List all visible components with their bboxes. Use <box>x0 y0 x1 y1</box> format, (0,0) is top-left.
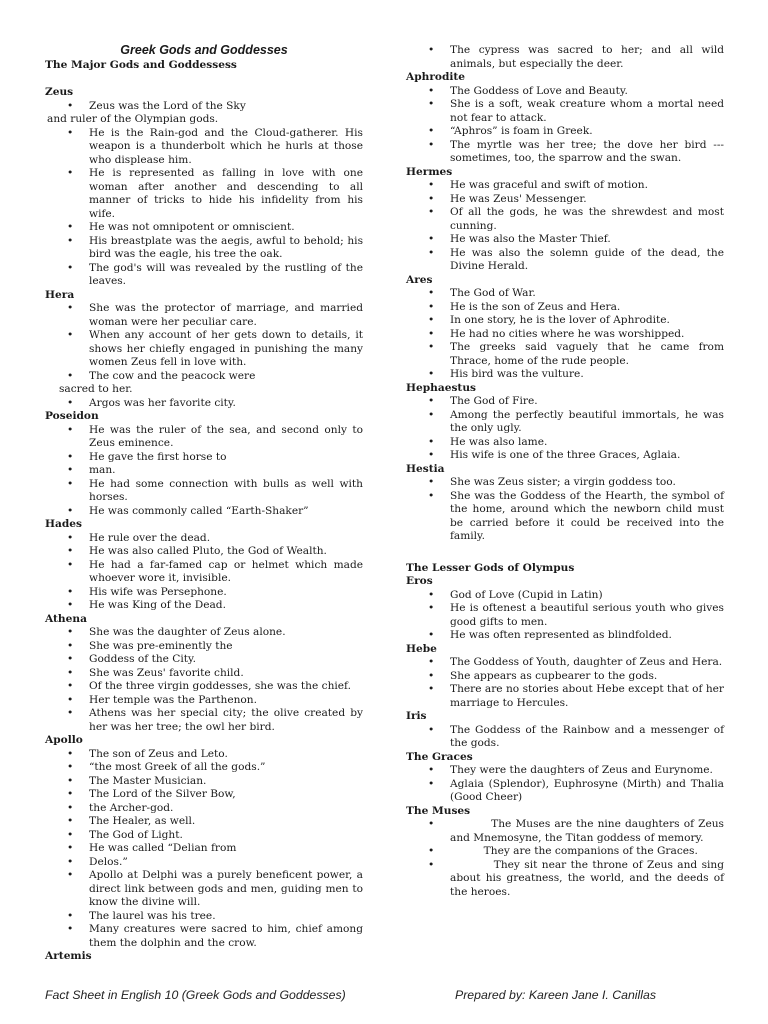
list-item: • The god's will was revealed by the rustling of the leaves. <box>45 262 363 289</box>
god-name-aphrodite: Aphrodite <box>406 71 466 83</box>
list-item: • He is oftenest a beautiful serious youth who gives good gifts to men. <box>406 602 724 629</box>
list-item: • The son of Zeus and Leto. <box>45 748 363 762</box>
list-item: • He is the Rain-god and the Cloud-gatherer. His weapon is a thunderbolt which he hurls at those who displease him. <box>45 127 363 168</box>
list-item: • “Aphros” is foam in Greek. <box>406 125 724 139</box>
list-item: • The laurel was his tree. <box>45 910 363 924</box>
list-item: • The greeks said vaguely that he came from Thrace, home of the rude people. <box>406 341 724 368</box>
list-item: • His wife was Persephone. <box>45 586 363 600</box>
hades-list <box>45 532 363 613</box>
continuation-text: and ruler of the Olympian gods. <box>47 113 219 125</box>
aphrodite-list <box>406 85 724 166</box>
list-item: • He was Zeus' Messenger. <box>406 193 724 207</box>
hera-list <box>45 302 363 383</box>
hephaestus-list <box>406 395 724 463</box>
list-item: • He is represented as falling in love with one woman after another and descending to all manner of tricks to hide his infidelity from his wife. <box>45 167 363 221</box>
footer-fact-sheet: Fact Sheet in English 10 (Greek Gods and Goddesses) <box>45 988 346 1002</box>
list-item: • His bird was the vulture. <box>406 368 724 382</box>
list-item: • He rule over the dead. <box>45 532 363 546</box>
list-item: • They are the companions of the Graces. <box>406 845 724 859</box>
athena-list <box>45 626 363 734</box>
list-item: • Goddess of the City. <box>45 653 363 667</box>
list-item: • God of Love (Cupid in Latin) <box>406 589 724 603</box>
list-item: • The God of War. <box>406 287 724 301</box>
list-item: • He had a far-famed cap or helmet which made whoever wore it, invisible. <box>45 559 363 586</box>
document-title: Greek Gods and Goddesses <box>120 43 288 57</box>
list-item: • Zeus was the Lord of the Sky <box>45 100 363 114</box>
list-item: • She appears as cupbearer to the gods. <box>406 670 724 684</box>
section-heading-lesser-gods: The Lesser Gods of Olympus <box>406 561 575 574</box>
list-item: • She is a soft, weak creature whom a mortal need not fear to attack. <box>406 98 724 125</box>
hera-list-2 <box>45 397 363 411</box>
list-item: • He was also called Pluto, the God of Wealth. <box>45 545 363 559</box>
list-item: • Argos was her favorite city. <box>45 397 363 411</box>
list-item: • He was the ruler of the sea, and second only to Zeus eminence. <box>45 424 363 451</box>
list-item: • He was graceful and swift of motion. <box>406 179 724 193</box>
god-name-artemis: Artemis <box>45 950 92 962</box>
hestia-list <box>406 476 724 544</box>
list-item: • Of all the gods, he was the shrewdest and most cunning. <box>406 206 724 233</box>
list-item: • “the most Greek of all the gods.” <box>45 761 363 775</box>
list-item: • In one story, he is the lover of Aphrodite. <box>406 314 724 328</box>
hermes-list <box>406 179 724 274</box>
left-column <box>45 44 363 964</box>
list-item: • She was Zeus' favorite child. <box>45 667 363 681</box>
list-item: • He was not omnipotent or omniscient. <box>45 221 363 235</box>
list-item: • They sit near the throne of Zeus and sing about his greatness, the world, and the deeds of the heroes. <box>406 859 724 900</box>
list-item: • Her temple was the Parthenon. <box>45 694 363 708</box>
section-heading-major-gods: The Major Gods and Goddessess <box>45 58 237 71</box>
list-item: • He was also lame. <box>406 436 724 450</box>
list-item: • He was also the solemn guide of the dead, the Divine Herald. <box>406 247 724 274</box>
god-name-hephaestus: Hephaestus <box>406 381 476 394</box>
god-name-zeus: Zeus <box>45 86 74 98</box>
list-item: • Apollo at Delphi was a purely beneficent power, a direct link between gods and men, guiding men to know the divine will. <box>45 869 363 910</box>
god-name-hestia: Hestia <box>406 462 445 475</box>
list-item: • Athens was her special city; the olive created by her was her tree; the owl her bird. <box>45 707 363 734</box>
list-item: • She was the daughter of Zeus alone. <box>45 626 363 640</box>
god-name-muses: The Muses <box>406 804 471 817</box>
god-name-athena: Athena <box>45 612 87 625</box>
zeus-list-2 <box>45 127 363 289</box>
iris-list <box>406 724 724 751</box>
list-item: • She was Zeus sister; a virgin goddess too. <box>406 476 724 490</box>
eros-list <box>406 589 724 643</box>
list-item: • She was the Goddess of the Hearth, the symbol of the home, around which the newborn child must be carried before it could be received into the family. <box>406 490 724 544</box>
hebe-list <box>406 656 724 710</box>
list-item: • Delos.” <box>45 856 363 870</box>
list-item: • Aglaia (Splendor), Euphrosyne (Mirth) and Thalia (Good Cheer) <box>406 778 724 805</box>
list-item: • He was King of the Dead. <box>45 599 363 613</box>
god-name-hera: Hera <box>45 288 75 301</box>
list-item: • Many creatures were sacred to him, chief among them the dolphin and the crow. <box>45 923 363 950</box>
list-item: • He was often represented as blindfolded. <box>406 629 724 643</box>
continuation-text: sacred to her. <box>59 383 133 395</box>
apollo-list <box>45 748 363 951</box>
god-name-hermes: Hermes <box>406 165 453 178</box>
list-item: • The God of Fire. <box>406 395 724 409</box>
muses-list <box>406 818 724 899</box>
right-column <box>406 44 724 899</box>
list-item: • His breastplate was the aegis, awful to behold; his bird was the eagle, his tree the oak. <box>45 235 363 262</box>
list-item: • The Goddess of the Rainbow and a messenger of the gods. <box>406 724 724 751</box>
list-item: • The God of Light. <box>45 829 363 843</box>
poseidon-list <box>45 424 363 519</box>
list-item: • He had no cities where he was worshipped. <box>406 328 724 342</box>
list-item: • man. <box>45 464 363 478</box>
list-item: • He was also the Master Thief. <box>406 233 724 247</box>
list-item: • Of the three virgin goddesses, she was the chief. <box>45 680 363 694</box>
ares-list <box>406 287 724 382</box>
graces-list <box>406 764 724 805</box>
list-item: • The Goddess of Love and Beauty. <box>406 85 724 99</box>
god-name-hades: Hades <box>45 518 82 530</box>
god-name-graces: The Graces <box>406 750 473 763</box>
list-item: • Among the perfectly beautiful immortals, he was the only ugly. <box>406 409 724 436</box>
artemis-list <box>406 44 724 71</box>
list-item: • The cypress was sacred to her; and all wild animals, but especially the deer. <box>406 44 724 71</box>
god-name-ares: Ares <box>406 273 433 286</box>
list-item: • He was commonly called “Earth-Shaker” <box>45 505 363 519</box>
list-item: • The Healer, as well. <box>45 815 363 829</box>
list-item: • She was pre-eminently the <box>45 640 363 654</box>
list-item: • He gave the first horse to <box>45 451 363 465</box>
god-name-poseidon: Poseidon <box>45 410 99 422</box>
footer-prepared-by: Prepared by: Kareen Jane I. Canillas <box>455 988 656 1002</box>
list-item: • The Goddess of Youth, daughter of Zeus and Hera. <box>406 656 724 670</box>
god-name-eros: Eros <box>406 575 433 587</box>
list-item: • When any account of her gets down to details, it shows her chiefly engaged in punishing the many women Zeus fell in love with. <box>45 329 363 370</box>
god-name-apollo: Apollo <box>45 734 83 746</box>
list-item: • The Master Musician. <box>45 775 363 789</box>
list-item: • They were the daughters of Zeus and Eurynome. <box>406 764 724 778</box>
list-item: • The myrtle was her tree; the dove her bird --- sometimes, too, the sparrow and the swan. <box>406 139 724 166</box>
god-name-iris: Iris <box>406 710 427 722</box>
list-item: • The cow and the peacock were <box>45 370 363 384</box>
list-item: • the Archer-god. <box>45 802 363 816</box>
god-name-hebe: Hebe <box>406 642 437 655</box>
list-item: • There are no stories about Hebe except that of her marriage to Hercules. <box>406 683 724 710</box>
list-item: • She was the protector of marriage, and married woman were her peculiar care. <box>45 302 363 329</box>
zeus-list <box>45 100 363 114</box>
list-item: • He is the son of Zeus and Hera. <box>406 301 724 315</box>
list-item: • He had some connection with bulls as well with horses. <box>45 478 363 505</box>
list-item: • The Lord of the Silver Bow, <box>45 788 363 802</box>
list-item: • His wife is one of the three Graces, Aglaia. <box>406 449 724 463</box>
list-item: • The Muses are the nine daughters of Zeus and Mnemosyne, the Titan goddess of memory. <box>406 818 724 845</box>
list-item: • He was called “Delian from <box>45 842 363 856</box>
